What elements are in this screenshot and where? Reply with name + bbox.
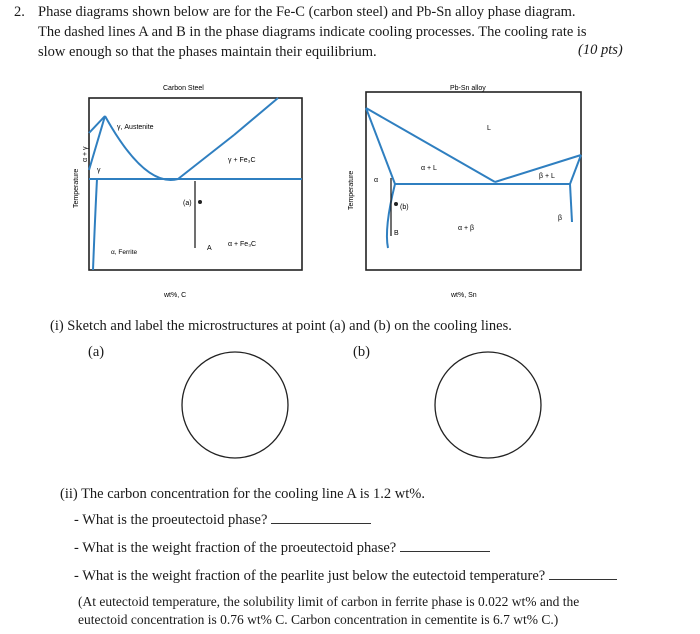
alpha-beta-label: α + β — [458, 225, 475, 232]
liquidus-right — [495, 155, 581, 182]
question-3-text: - What is the weight fraction of the pearlite just below the eutectoid temperature? — [74, 568, 546, 584]
question-1-text: - What is the proeutectoid phase? — [74, 512, 268, 528]
part-i-label-a: (a) — [88, 344, 105, 360]
question-line-3: slow enough so that the phases maintain their equilibrium. — [38, 44, 377, 60]
fe-c-liquidus-line — [234, 98, 278, 135]
question-2-text: - What is the weight fraction of the proeutectoid phase? — [74, 540, 397, 556]
alpha-gamma-label: α + γ — [82, 146, 89, 162]
point-b-marker — [394, 202, 398, 206]
pb-sn-phase-diagram — [340, 78, 590, 308]
alpha-fe3c-label: α + Fe₃C — [228, 241, 257, 248]
gamma-fe3c-label: γ + Fe₃C — [228, 157, 256, 164]
question-line-2: The dashed lines A and B in the phase diagrams indicate cooling processes. The cooling rate is — [38, 24, 587, 40]
point-a-marker — [198, 200, 202, 204]
part-ii-intro: (ii) The carbon concentration for the cooling line A is 1.2 wt%. — [60, 486, 425, 502]
note-line-2: eutectoid concentration is 0.76 wt% C. Carbon concentration in cementite is 6.7 wt% C.) — [78, 612, 559, 627]
solvus-right — [570, 184, 572, 222]
sketch-circle-a — [182, 352, 288, 458]
question-line-1: Phase diagrams shown below are for the Fe-C (carbon steel) and Pb-Sn alloy phase diagram. — [38, 4, 576, 20]
solidus-right — [570, 155, 581, 184]
fe-c-phase-diagram — [60, 78, 310, 308]
fe-c-title: Carbon Steel — [163, 85, 204, 92]
pb-sn-frame — [366, 92, 581, 270]
ferrite-label: α, Ferrite — [111, 249, 138, 256]
answer-blank-3[interactable] — [549, 579, 617, 580]
austenite-label: γ, Austenite — [117, 124, 154, 131]
fe-c-ylabel: Temperature — [73, 168, 80, 208]
pb-sn-title: Pb-Sn alloy — [450, 85, 486, 92]
part-ii-question-3 — [74, 568, 617, 585]
line-a-label: A — [207, 245, 212, 252]
answer-blank-2[interactable] — [400, 551, 490, 552]
beta-l-label: β + L — [539, 173, 555, 180]
alpha-label: α — [374, 177, 379, 184]
alpha-l-label: α + L — [421, 165, 437, 172]
part-ii-question-2 — [74, 540, 490, 557]
point-a-label: (a) — [183, 200, 192, 207]
part-i-text: (i) Sketch and label the microstructures at point (a) and (b) on the cooling lines. — [50, 318, 512, 334]
sketch-circle-b — [435, 352, 541, 458]
points-label: (10 pts) — [578, 42, 623, 58]
sketch-circles — [170, 350, 560, 462]
point-b-label: (b) — [400, 204, 409, 211]
beta-label: β — [558, 215, 563, 222]
line-b-label: B — [394, 230, 399, 237]
part-ii-question-1 — [74, 512, 371, 529]
gamma-small-label: γ — [97, 167, 101, 174]
fe-c-xlabel: wt%, C — [164, 292, 187, 299]
note-line-1: (At eutectoid temperature, the solubility limit of carbon in ferrite phase is 0.022 wt% and the — [78, 594, 580, 609]
part-i-label-b: (b) — [353, 344, 370, 360]
liquid-label: L — [487, 125, 491, 132]
fe-c-ferrite-solvus — [93, 179, 97, 270]
question-number: 2. — [14, 4, 25, 20]
fe-c-acm-line — [178, 135, 234, 179]
solidus-left — [366, 108, 395, 184]
pb-sn-xlabel: wt%, Sn — [451, 292, 477, 299]
pb-sn-ylabel: Temperature — [348, 170, 355, 210]
answer-blank-1[interactable] — [271, 523, 371, 524]
